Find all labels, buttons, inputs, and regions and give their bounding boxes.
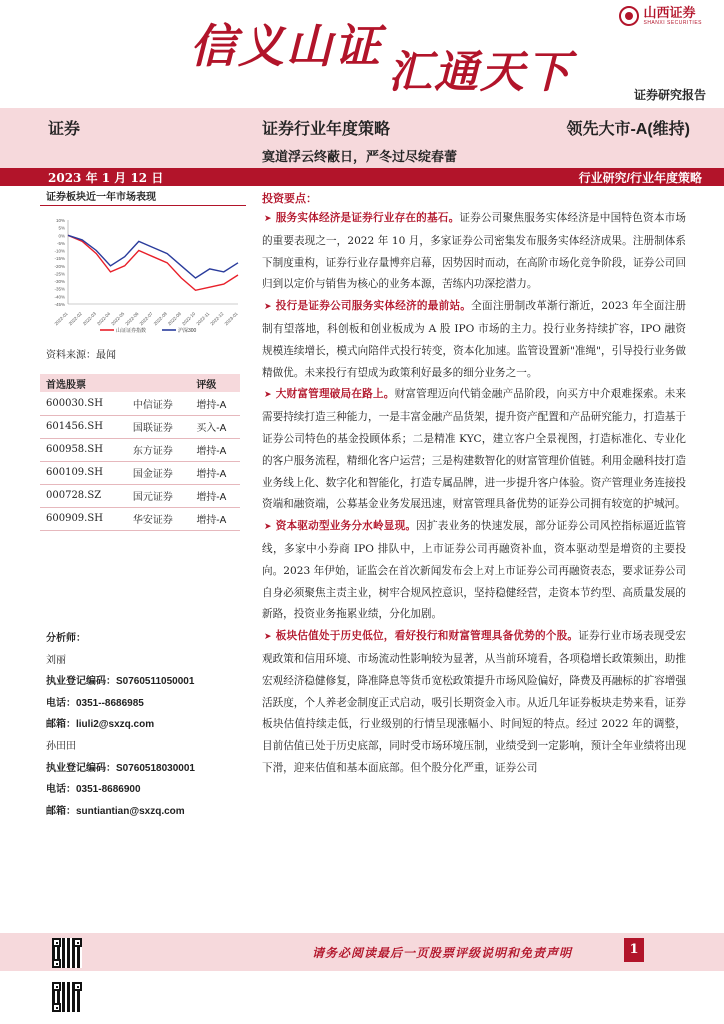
y-tick-label: 5%: [58, 225, 65, 231]
logo-english-name: SHANXI SECURITIES: [643, 20, 702, 26]
stock-rating: 增持-A: [190, 484, 240, 507]
industry-rating: 领先大市-A(维持): [566, 121, 690, 138]
arrow-bullet-icon: ➤: [264, 302, 272, 313]
highlight-paragraph: [262, 208, 686, 296]
banner-slogan-part-2: 汇通天下: [388, 47, 572, 98]
investment-highlights-heading: 投资要点：: [262, 193, 317, 205]
highlight-body: 证券行业市场表现受宏观政策和信用环境、市场流动性影响较为显著，从当前环境看，各项稳增长政策频出，助推宏观经济稳健修复，降准降息等货币宽松政策提升市场风险偏好，降费及再融标的扩容增强活跃度，个人养老金制度正式启动，吸引长期资金入市。从近几年证券板块走势来看，证券板块估值持续走低，行业级别的行情呈现涨幅小、时间短的特点。经过 2022 年的调整，目前估值已处于历史底部，同时受市场环境压制，业绩受到一定影响，预计全年业绩将出现下滑，迎来估值和基本面底部。但个股分化严重，证券公司: [262, 630, 687, 774]
analyst-info: [46, 628, 246, 822]
y-tick-label: -5%: [56, 240, 65, 246]
y-tick-label: -10%: [54, 248, 65, 254]
qr-code-icon: [52, 938, 82, 968]
x-tick-label: 2022-02: [67, 311, 83, 327]
x-tick-label: 2022-04: [95, 311, 112, 327]
logo-name: 山西证券: [643, 5, 696, 20]
qr-finder: [52, 938, 61, 947]
banner-slogan-part-1: 信义山证: [190, 19, 382, 73]
stock-code: 600958.SH: [40, 438, 127, 461]
arrow-bullet-icon: ➤: [264, 214, 272, 224]
x-tick-label: 2022-01: [53, 311, 69, 327]
stock-code: 601456.SH: [40, 415, 127, 438]
market-performance-chart: [40, 206, 246, 340]
y-tick-label: -20%: [54, 263, 65, 269]
company-logo: [619, 6, 702, 26]
stock-name: 东方证券: [127, 438, 190, 461]
highlight-lead: 板块估值处于历史低位，看好投行和财富管理具备优势的个股。: [275, 630, 579, 643]
report-subtitle: 寞道浮云终蔽日，严冬过尽绽春蕾: [262, 149, 458, 164]
table-row: [40, 507, 240, 530]
y-tick-label: -35%: [54, 286, 65, 292]
x-tick-label: 2022-03: [81, 311, 98, 327]
highlight-paragraph: [262, 626, 686, 780]
arrow-bullet-icon: ➤: [264, 632, 272, 643]
chart-source: 资料来源：最闻: [46, 350, 116, 361]
logo-mark-icon: [619, 6, 639, 26]
x-tick-label: 2022-06: [124, 311, 140, 327]
y-tick-label: 0%: [58, 233, 65, 239]
stock-name: 国联证券: [127, 415, 190, 438]
stock-name: 中信证券: [127, 392, 190, 415]
arrow-bullet-icon: ➤: [264, 522, 272, 533]
stock-name: 国金证券: [127, 461, 190, 484]
stock-code: 600030.SH: [40, 392, 127, 415]
qr-code-icon: [52, 982, 82, 1012]
chart-title: 证券板块近一年市场表现: [40, 188, 246, 206]
analyst-2-email[interactable]: 邮箱：suntiantian@sxzq.com: [46, 805, 185, 817]
analyst-2-name: 孙田田: [46, 740, 76, 752]
left-sidebar: [40, 188, 246, 361]
y-tick-label: 10%: [55, 218, 65, 223]
x-tick-label: 2022-08: [152, 311, 168, 327]
report-title: 证券行业年度策略: [262, 121, 391, 138]
y-tick-label: -40%: [54, 294, 65, 300]
legend-label: 沪深300: [178, 328, 197, 334]
highlight-paragraph: [262, 516, 686, 626]
x-tick-label: 2022-11: [195, 311, 211, 327]
qr-finder: [52, 1003, 61, 1012]
highlight-body: 全面注册制改革渐行渐近，2023 年全面注册制有望落地，科创板和创业板成为 A 股 IPO 市场的主力。投行业务持续扩容，IPO 融资规模连续增长，模式向陪伴式投行转变，资本化加速。监管设置新"准绳"，引导投行业务做精做优。未来投行有望成为政策利好最多的细分业务之一。: [262, 300, 687, 379]
stock-code: 600109.SH: [40, 461, 127, 484]
highlight-lead: 投行是证券公司服务实体经济的最前站。: [275, 300, 472, 313]
stock-rating: 增持-A: [190, 461, 240, 484]
x-tick-label: 2022-05: [110, 311, 126, 327]
preferred-stocks-table: [40, 374, 240, 531]
main-content: [262, 190, 686, 780]
highlight-paragraph: [262, 384, 686, 516]
report-category: 行业研究/行业年度策略: [578, 171, 702, 185]
report-date: 2023 年 1 月 12 日: [48, 171, 164, 185]
highlight-body: 证券公司聚焦服务实体经济是中国特色资本市场的重要表现之一，2022 年 10 月，多家证券公司密集发布服务实体经济成果。注册制体系下制度重构，证券行业存量博弈启幕，因势因时而动，在高阶市场化竞争阶段，证券公司回归到以定价与销售为核心的业务本源，苦练内功深挖潜力。: [262, 212, 687, 291]
highlight-body: 因扩表业务的快速发展，部分证券公司风控指标逼近监管线，多家中小券商 IPO 排队中，上市证券公司再融资补血，资本驱动型是增资的主要投向。2023 年伊始，证监会在首次新闻发布会上对上市证券公司再融资表态，要求证券公司自身必须聚焦主责主业，树牢合规风控意识，坚持稳健经营，走资本节约型、高质量发展的新路，投资业务拖累业绩，分化加剧。: [262, 520, 686, 621]
footer-disclaimer: 请务必阅读最后一页股票评级说明和免责声明: [312, 946, 573, 960]
analyst-1-email[interactable]: 邮箱：liuli2@sxzq.com: [46, 719, 155, 731]
qr-finder: [73, 938, 82, 947]
stock-code: 600909.SH: [40, 507, 127, 530]
table-row: [40, 438, 240, 461]
y-tick-label: -15%: [54, 256, 65, 262]
stock-rating: 买入-A: [190, 415, 240, 438]
page-number: 1: [624, 938, 644, 962]
table-row: [40, 415, 240, 438]
y-tick-label: -25%: [54, 271, 65, 277]
table-row: [40, 392, 240, 415]
top-banner: [0, 0, 724, 108]
sector-label: 证券: [48, 121, 81, 138]
y-tick-label: -45%: [54, 302, 65, 307]
highlight-body: 财富管理迈向代销金融产品阶段，向买方中介艰难探索。未来需要持续打造三种能力，一是丰富金融产品货架，提升资产配置和产品研究能力，打造基于证券公司特色的基金投顾体系；二是精准 KYC，建立客户全景视图，打造标准化、专业化的客户服务流程，精细化客户运营；三是构建数智化的财富管理价值链。利用金融科技打造业务线上化、数字化和智能化，打造专属品牌，进一步提升客户体验。资产管理业务连接投资端和融资端，公募基金业务发展迅速，财富管理具备优势的证券公司拥有较宽的护城河。: [262, 388, 687, 511]
stock-name: 国元证券: [127, 484, 190, 507]
header-stock: 首选股票: [40, 374, 127, 392]
table-row: [40, 461, 240, 484]
x-tick-label: 2022-09: [166, 311, 183, 327]
header-rating: 评级: [190, 374, 240, 392]
series-line-1: [68, 235, 238, 290]
stock-rating: 增持-A: [190, 438, 240, 461]
qr-finder: [73, 982, 82, 991]
x-tick-label: 2022-12: [209, 311, 225, 327]
table-header-row: [40, 374, 240, 392]
stock-rating: 增持-A: [190, 392, 240, 415]
y-tick-label: -30%: [54, 279, 65, 285]
x-tick-label: 2022-07: [138, 311, 154, 327]
stock-name: 华安证券: [127, 507, 190, 530]
header-blank: [127, 374, 190, 392]
analyst-2-phone: 电话：0351-8686900: [46, 784, 141, 796]
arrow-bullet-icon: ➤: [264, 390, 272, 401]
x-tick-label: 2022-10: [180, 311, 197, 327]
qr-finder: [52, 982, 61, 991]
analyst-2-cert: 执业登记编码：S0760518030001: [46, 762, 195, 774]
chart-svg: [40, 206, 246, 340]
highlight-lead: 资本驱动型业务分水岭显现。: [275, 520, 417, 533]
qr-finder: [52, 959, 61, 968]
analyst-1-cert: 执业登记编码：S0760511050001: [46, 676, 195, 688]
report-type-label: 证券研究报告: [633, 88, 706, 102]
x-tick-label: 2023-01: [223, 311, 239, 327]
stock-rating: 增持-A: [190, 507, 240, 530]
highlight-lead: 大财富管理破局在路上。: [275, 388, 395, 401]
highlight-paragraph: [262, 296, 686, 384]
stock-code: 000728.SZ: [40, 484, 127, 507]
analyst-heading: 分析师：: [46, 633, 86, 644]
highlight-lead: 服务实体经济是证券行业存在的基石。: [275, 212, 460, 224]
table-row: [40, 484, 240, 507]
legend-label: 山证证券指数: [116, 328, 147, 334]
analyst-1-phone: 电话：0351--8686985: [46, 697, 144, 709]
analyst-1-name: 刘丽: [46, 654, 66, 666]
